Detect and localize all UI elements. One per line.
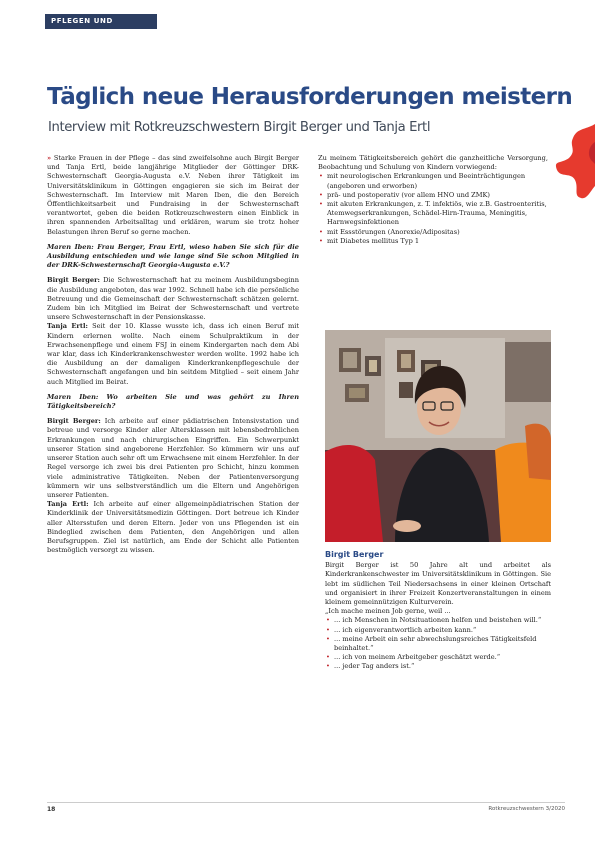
answer-2: Tanja Ertl: Seit der 10. Klasse wusste ich, dass ich einen Beruf mit Kindern erlernen wollte. Nach einem Schulpraktikum in der Erwachsenenpflege und einem FSJ in einem Kindergarten nach dem Abi war klar, dass ich Kinderkrankenschwester werden wollte. 1992 habe ich die Ausbildung an der damaligen Kinderkrankenpflegeschule der Schwesternschaft angefangen und bin seitdem Mitglied – seit einem Jahr auch Mitglied im Beirat. xyxy=(47,322,299,386)
photo-caption xyxy=(325,550,551,672)
list-item: • mit Diabetes mellitus Typ 1 xyxy=(318,237,548,246)
list-item: • ... ich von meinem Arbeitgeber geschätzt werde.“ xyxy=(325,653,551,662)
duties-list xyxy=(318,172,548,246)
footer-divider xyxy=(47,802,565,803)
list-item: • ... meine Arbeit ein sehr abwechslungsreiches Tätigkeitsfeld beinhaltet.“ xyxy=(325,635,551,653)
section-tag: PFLEGEN UND BETREUEN xyxy=(45,14,157,29)
answer-3: Birgit Berger: Ich arbeite auf einer pädiatrischen Intensivstation und betreue und versorge Kinder aller Altersklassen mit lebensbedrohlichen Erkrankungen und nach chirurgischen Eingriffen. Ein Schwerpunkt unserer Station sind angeborene Herzfehler. So kümmern wir uns auf unserer Station auch sehr oft um Erwachsene mit einem Herzfehler. In der Regel versorge ich zwei bis drei Patienten pro Schicht, hinzu kommen viele administrative Tätigkeiten. Neben der Patientenversorgung kümmern wir uns selbstverständlich um die Eltern und Angehörigen unserer Patienten. xyxy=(47,417,299,499)
list-item: • prä- und postoperativ (vor allem HNO und ZMK) xyxy=(318,191,548,200)
left-column xyxy=(47,154,299,561)
caption-quote-list xyxy=(325,616,551,671)
caption-name: Birgit Berger xyxy=(325,550,384,559)
page-number: 18 xyxy=(47,806,56,813)
list-item: • ... jeder Tag anders ist.“ xyxy=(325,662,551,671)
red-brush-decoration xyxy=(547,120,595,200)
list-item: • mit Essstörungen (Anorexie/Adipositas) xyxy=(318,228,548,237)
list-item: • ... ich Menschen in Notsituationen helfen und beistehen will.“ xyxy=(325,616,551,625)
lead-marker: » xyxy=(47,154,52,162)
list-item: • mit neurologischen Erkrankungen und Beeinträchtigungen (angeboren und erworben) xyxy=(318,172,548,190)
answer-1: Birgit Berger: Die Schwesternschaft hat zu meinem Ausbildungsbeginn die Ausbildung angeboten, das war 1992. Schnell habe ich die persönliche Betreuung und die Gemeinschaft der Schwesternschaft schätzen gelernt. Zudem bin ich Mitglied im Beirat der Schwesternschaft und vertrete unsere Schwesternschaft in der Pensionskasse. xyxy=(47,276,299,322)
answer-4: Tanja Ertl: Ich arbeite auf einer allgemeinpädiatrischen Station der Kinderklinik der Universitätsmedizin Göttingen. Dort betreue ich Kinder aller Altersstufen und deren Eltern. Jeder von uns Pflegenden ist ein Bindeglied zwischen dem Patienten, den Angehörigen und allen Berufsgruppen. Ziel ist natürlich, am Ende der Schicht alle Patienten bestmöglich versorgt zu wissen. xyxy=(47,500,299,555)
question-1: Maren Iben: Frau Berger, Frau Ertl, wieso haben Sie sich für die Ausbildung entschieden und wie lange sind Sie schon Mitglied in der DRK-Schwesternschaft Georgia-Augusta e.V.? xyxy=(47,242,299,270)
question-2: Maren Iben: Wo arbeiten Sie und was gehört zu Ihren Tätigkeitsbereich? xyxy=(47,392,299,411)
duties-intro: Zu meinem Tätigkeitsbereich gehört die ganzheitliche Versorgung, Beobachtung und Schulung von Kindern vorwiegend: xyxy=(318,154,548,172)
lead-paragraph: » Starke Frauen in der Pflege – das sind zweifelsohne auch Birgit Berger und Tanja Ertl, beide langjährige Mitglieder der Göttinger DRK-Schwesternschaft Georgia-Augusta e.V. Neben ihrer Tätigkeit im Universitätsklinikum in Göttingen engagieren sie sich im Beirat der Schwesternschaft. Im Interview mit Maren Iben, die den Bereich Öffentlichkeitsarbeit und Fundraising in der Schwesternschaft verantwortet, geben die beiden Rotkreuzschwestern einen Einblick in ihren spannenden Arbeitsalltag und erklären, warum sie trotz hoher Belastungen ihren Beruf so gerne machen. xyxy=(47,154,299,236)
caption-quote-intro: „Ich mache meinen Job gerne, weil ... xyxy=(325,607,451,616)
caption-bio: Birgit Berger ist 50 Jahre alt und arbeitet als Kinderkrankenschwester im Universitätsklinikum in Göttingen. Sie lebt im südlichen Teil Niedersachsens in einer kleinen Ortschaft und organisiert in ihrer Freizeit Konzertveranstaltungen in einem kleinem gemeinnützigen Kulturverein. xyxy=(325,561,551,607)
magazine-issue: Rotkreuzschwestern 3/2020 xyxy=(488,806,565,812)
portrait-photo xyxy=(325,330,551,542)
article-subheadline: Interview mit Rotkreuzschwestern Birgit Berger und Tanja Ertl xyxy=(48,120,431,135)
article-headline: Täglich neue Herausforderungen meistern xyxy=(47,84,573,110)
list-item: • mit akuten Erkrankungen, z. T. infektiös, wie z.B. Gastroenteritis, Atemwegserkrankungen, Schädel-Hirn-Trauma, Meningitis, Harnwegsinfektionen xyxy=(318,200,548,228)
right-column xyxy=(318,154,548,246)
list-item: • ... ich eigenverantwortlich arbeiten kann.“ xyxy=(325,626,551,635)
